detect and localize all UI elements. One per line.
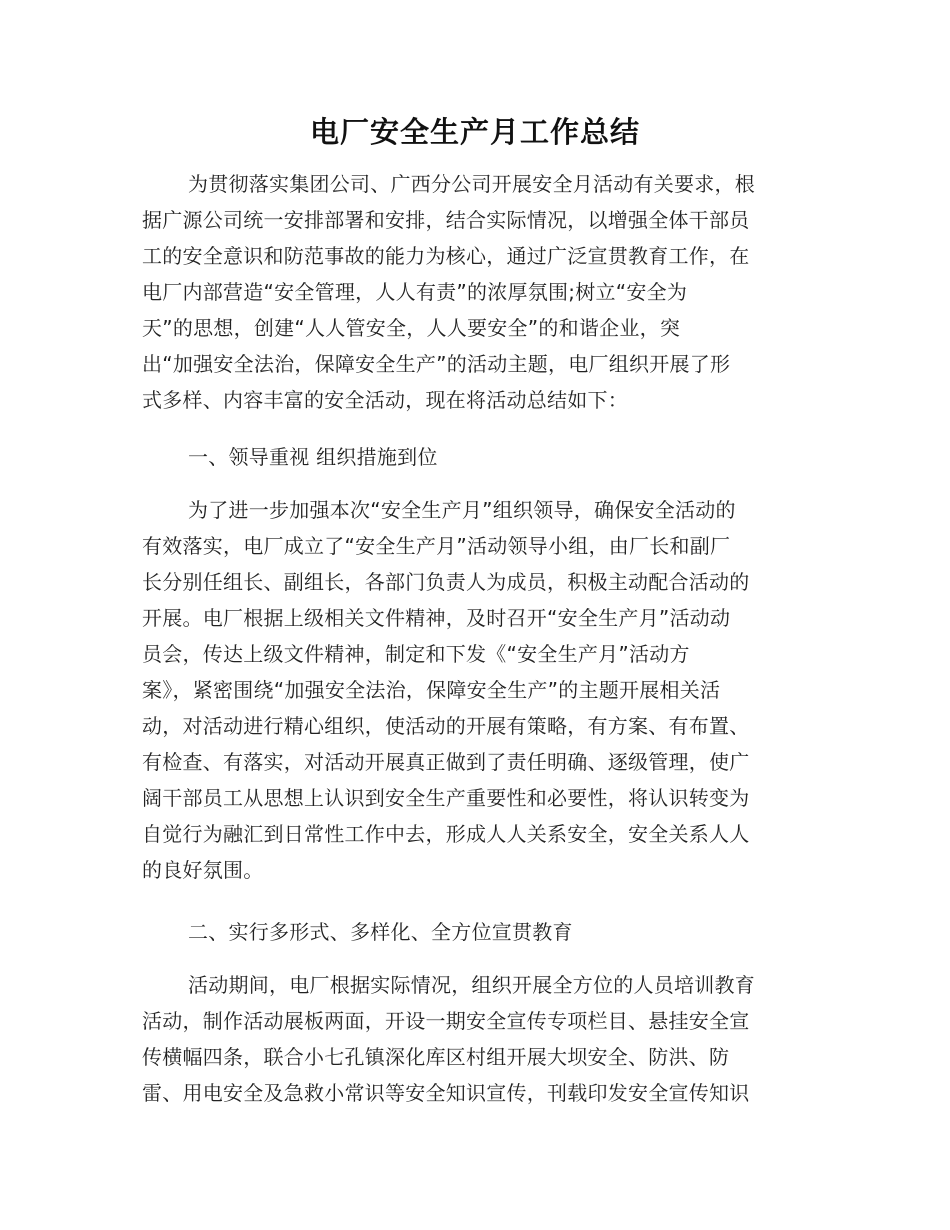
paragraph-line: 为贯彻落实集团公司、广西分公司开展安全月活动有关要求，根 [188, 172, 755, 196]
paragraph-line: 出“加强安全法治，保障安全生产”的活动主题，电厂组织开展了形 [142, 352, 731, 376]
paragraph-line: 活动，制作活动展板两面，开设一期安全宣传专项栏目、悬挂安全宣 [142, 1009, 750, 1033]
paragraph-line: 有检查、有落实，对活动开展真正做到了责任明确、逐级管理，使广 [142, 750, 750, 774]
paragraph-line: 据广源公司统一安排部署和安排，结合实际情况，以增强全体干部员 [142, 208, 750, 232]
paragraph-line: 为了进一步加强本次“安全生产月”组织领导，确保安全活动的 [188, 498, 736, 522]
paragraph-line: 雷、用电安全及急救小常识等安全知识宣传，刊载印发安全宣传知识 [142, 1081, 750, 1105]
paragraph-line: 动，对活动进行精心组织，使活动的开展有策略，有方案、有布置、 [142, 714, 750, 738]
paragraph-line: 传横幅四条，联合小七孔镇深化库区村组开展大坝安全、防洪、防 [142, 1045, 730, 1069]
paragraph-line: 案》，紧密围绕“加强安全法治，保障安全生产”的主题开展相关活 [142, 678, 721, 702]
paragraph-line: 电厂内部营造“安全管理，人人有责”的浓厚氛围;树立“安全为 [142, 280, 688, 304]
paragraph-line: 有效落实，电厂成立了“安全生产月”活动领导小组，由厂长和副厂 [142, 534, 731, 558]
paragraph-line: 阔干部员工从思想上认识到安全生产重要性和必要性，将认识转变为 [142, 786, 750, 810]
paragraph-line: 工的安全意识和防范事故的能力为核心，通过广泛宣贯教育工作，在 [142, 244, 750, 268]
section-heading: 二、实行多形式、多样化、全方位宣贯教育 [188, 920, 573, 944]
paragraph-line: 员会，传达上级文件精神，制定和下发《“安全生产月”活动方 [142, 642, 690, 666]
paragraph-line: 的良好氛围。 [142, 858, 264, 882]
paragraph-line: 长分别任组长、副组长，各部门负责人为成员，积极主动配合活动的 [142, 570, 750, 594]
document-title: 电厂安全生产月工作总结 [309, 115, 640, 149]
paragraph-line: 式多样、内容丰富的安全活动，现在将活动总结如下： [142, 388, 628, 412]
section-heading: 一、领导重视 组织措施到位 [188, 445, 438, 469]
paragraph-line: 自觉行为融汇到日常性工作中去，形成人人关系安全，安全关系人人 [142, 822, 750, 846]
paragraph-line: 天”的思想，创建“人人管安全，人人要安全”的和谐企业，突 [142, 316, 681, 340]
paragraph-line: 开展。电厂根据上级相关文件精神，及时召开“安全生产月”活动动 [142, 606, 731, 630]
paragraph-line: 活动期间，电厂根据实际情况，组织开展全方位的人员培训教育 [188, 973, 755, 997]
